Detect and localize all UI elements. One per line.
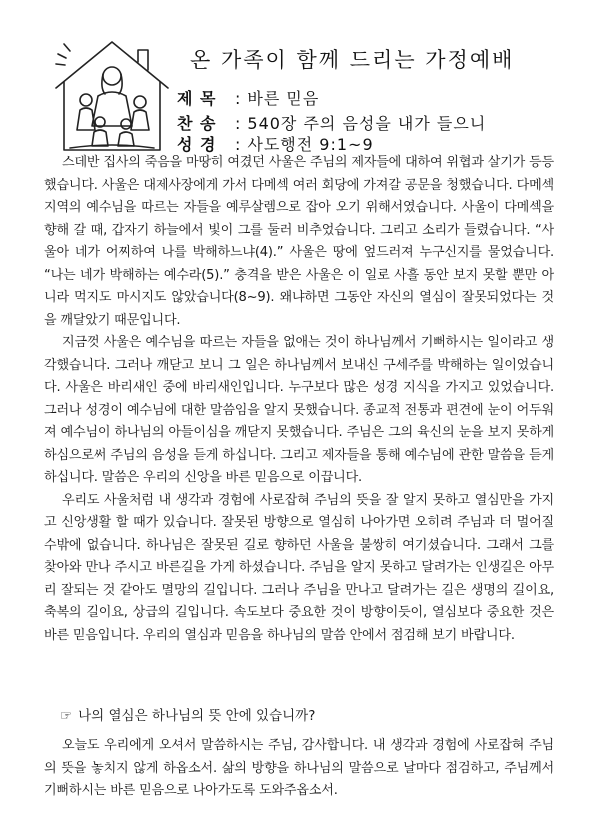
reflection-question xyxy=(60,704,315,724)
body-paragraph: 스데반 집사의 죽음을 마땅히 여겼던 사울은 주님의 제자들에 대하여 위협과 살기가 등등했습니다. 사울은 대제사장에게 가서 다메섹 여러 회당에 가져갈 공문을 청했습니다. 다메섹 지역의 예수님을 따르는 자들을 예루살렘으로 잡아 오기 위해서였습니다. 사울이 다메섹을 향해 갈 때, 갑자기 하늘에서 빛이 그를 둘러 비추었습니다. 그리고 소리가 들렸습니다. “사울아 네가 어찌하여 나를 박해하느냐(4).” 사울은 땅에 엎드러져 누구신지를 물었습니다. “나는 네가 박해하는 예수라(5).” 충격을 받은 사울은 이 일로 사흘 동안 보지 못할 뿐만 아니라 먹지도 마시지도 않았습니다(8~9). 왜냐하면 그동안 자신의 열심이 잘못되었다는 것을 깨달았기 때문입니다. xyxy=(44,155,554,328)
closing-prayer xyxy=(44,735,554,803)
subject-label: 제 목 xyxy=(177,89,217,108)
scripture-label: 성 경 xyxy=(177,135,217,154)
subject-value: 바른 믿음 xyxy=(247,89,320,108)
hymn-row: 찬 송 : 540장 주의 음성을 내가 들으니 xyxy=(177,111,486,134)
scripture-row: 성 경 : 사도행전 9:1~9 xyxy=(177,132,374,155)
question-text: 나의 열심은 하나님의 뜻 안에 있습니까? xyxy=(78,708,316,724)
subject-row: 제 목 : 바른 믿음 xyxy=(177,86,319,109)
prayer-text: 오늘도 우리에게 오셔서 말씀하시는 주님, 감사합니다. 내 생각과 경험에 사로잡혀 주님의 뜻을 놓치지 않게 하옵소서. 삶의 방향을 하나님의 말씀으로 날마다 점검하고, 주님께서 기뻐하시는 바른 믿음으로 나아가도록 도와주옵소서. xyxy=(44,738,554,798)
family-worship-house-illustration xyxy=(50,32,174,156)
page-title: 온 가족이 함께 드리는 가정예배 xyxy=(190,48,515,72)
pointing-hand-icon: ☞ xyxy=(60,708,73,724)
scripture-value: 사도행전 9:1~9 xyxy=(247,135,374,154)
body-paragraph: 우리도 사울처럼 내 생각과 경험에 사로잡혀 주님의 뜻을 잘 알지 못하고 열심만을 가지고 신앙생활 할 때가 있습니다. 잘못된 방향으로 열심히 나아가면 오히려 주님과 더 멀어질 수밖에 없습니다. 하나님은 잘못된 길로 향하던 사울을 불쌍히 여기셨습니다. 그래서 그를 찾아와 만나 주시고 바른길을 가게 하셨습니다. 주님을 알지 못하고 달려가는 인생길은 아무리 잘되는 것 같아도 멸망의 길입니다. 그러나 주님을 만나고 달려가는 길은 생명의 길이요, 축복의 길이요, 상급의 길입니다. 속도보다 중요한 것이 방향이듯이, 열심보다 중요한 것은 바른 믿음입니다. 우리의 열심과 믿음을 하나님의 말씀 안에서 점검해 보기 바랍니다. xyxy=(44,492,554,643)
hymn-value: 540장 주의 음성을 내가 들으니 xyxy=(247,114,487,133)
sermon-body xyxy=(44,152,554,647)
body-paragraph: 지금껏 사울은 예수님을 따르는 자들을 없애는 것이 하나님께서 기뻐하시는 일이라고 생각했습니다. 그러나 깨닫고 보니 그 일은 하나님께서 보내신 구세주를 박해하는 일이었습니다. 사울은 바리새인 중에 바리새인입니다. 누구보다 많은 성경 지식을 가지고 있었습니다. 그러나 성경이 예수님에 대한 말씀임을 알지 못했습니다. 종교적 전통과 편견에 눈이 어두워져 예수님이 하나님의 아들이심을 깨닫지 못했습니다. 주님은 그의 육신의 눈을 보지 못하게 하심으로써 주님의 음성을 듣게 하십니다. 그리고 제자들을 통해 예수님에 관한 말씀을 듣게 하십니다. 말씀은 우리의 신앙을 바른 믿음으로 이끕니다. xyxy=(44,335,554,485)
hymn-label: 찬 송 xyxy=(177,114,217,133)
